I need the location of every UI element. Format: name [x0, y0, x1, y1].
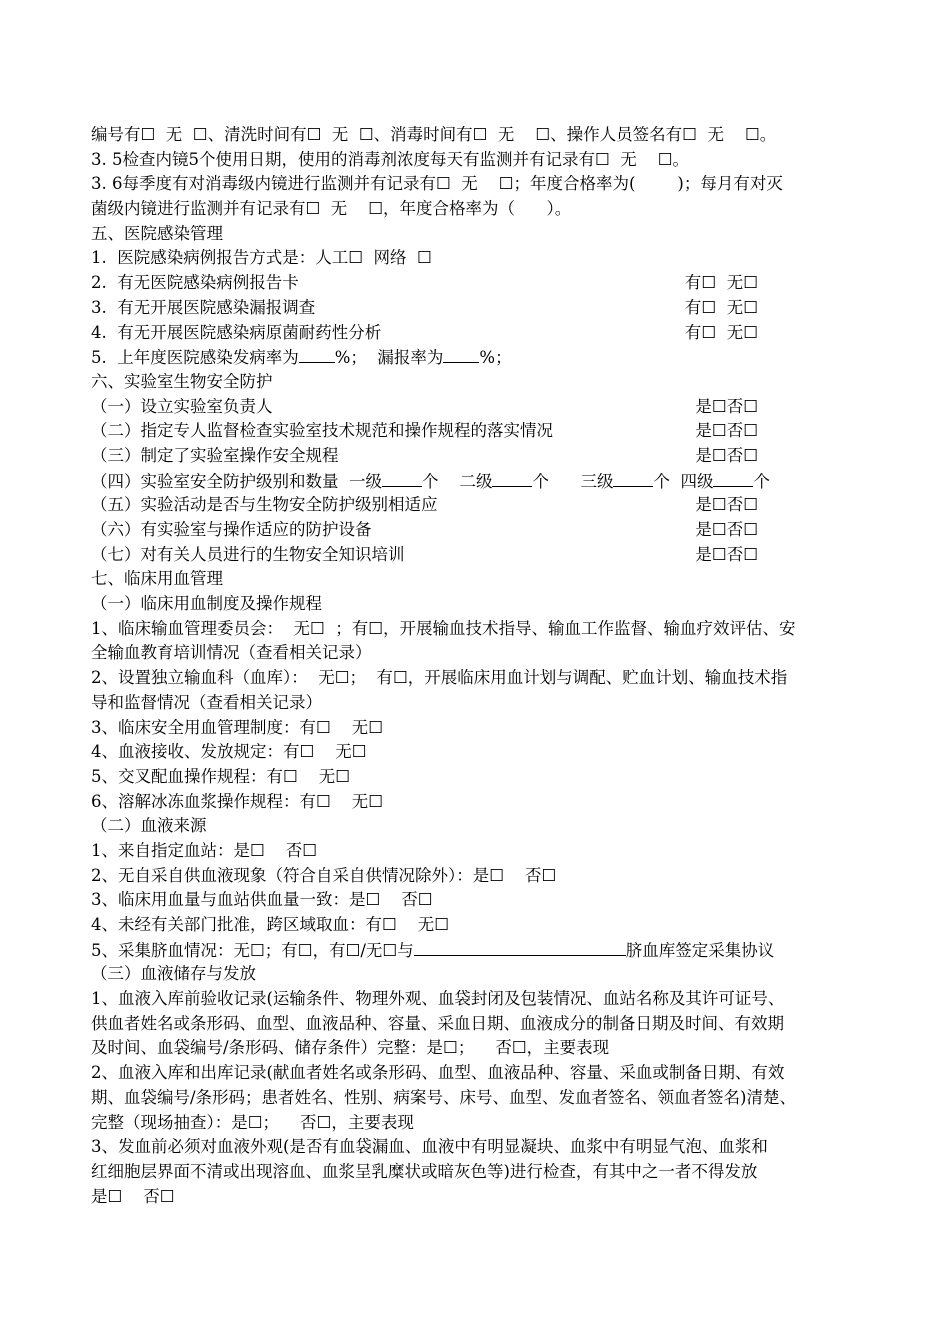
checklist-row [91, 271, 866, 296]
row-checkboxes: 是☐否☐ [695, 495, 758, 515]
text-line: 供血者姓名或条形码、血型、血液品种、容量、采血日期、血液成分的制备日期及时间、有效期 [91, 1013, 784, 1033]
text-line: 1、血液入库前验收记录(运输条件、物理外观、血袋封闭及包装情况、血站名称及其许可证号、 [91, 989, 785, 1009]
section-heading: 七、临床用血管理 [91, 569, 223, 589]
text-line: 红细胞层界面不清或出现溶血、血浆呈乳糜状或暗灰色等)进行检查，有其中之一者不得发放 [91, 1161, 758, 1181]
blank-field [713, 469, 753, 487]
cord-blood-line: 5、采集脐血情况：无☐；有☐，有☐/无☐与 脐血库签定采集协议 [91, 938, 866, 963]
subsection-heading: （三）血液储存与发放 [91, 964, 256, 984]
text-line: 3、临床用血量与血站供血量一致：是☐ 否☐ [91, 890, 433, 910]
row-label: （一）设立实验室负责人 [91, 396, 273, 416]
infection-rate-line: 5. 上年度医院感染发病率为 %； 漏报率为 %； [91, 345, 866, 370]
blank-field [443, 345, 479, 363]
text-line: 期、血袋编号/条形码；患者姓名、性别、病案号、床号、血型、发血者签名、领血者签名)清楚、 [91, 1087, 796, 1107]
text-line: 1. 医院感染病例报告方式是：人工☐ 网络 ☐ [91, 248, 432, 268]
row-label: （六）有实验室与操作适应的防护设备 [91, 520, 372, 539]
subsection-heading: （二）血液来源 [91, 816, 207, 836]
text-line: 3. 6每季度有对消毒级内镜进行监测并有记录有☐ 无 ☐；年度合格率为( )；每月有对灭 [91, 174, 783, 194]
text-line: 2、无自采自供血液现象（符合自采自供情况除外）：是☐ 否☐ [91, 865, 557, 885]
text-line: 2、设置独立输血科（血库）： 无☐； 有☐，开展临床用血计划与调配、贮血计划、输血技术指 [91, 668, 788, 688]
row-checkboxes: 是☐否☐ [695, 396, 758, 416]
checklist-row [91, 493, 866, 518]
blank-field [299, 345, 335, 363]
section-heading: 六、实验室生物安全防护 [91, 371, 273, 391]
row-label: 4. 有无开展医院感染病原菌耐药性分析 [91, 322, 382, 342]
text-line: 4、血液接收、发放规定：有☐ 无☐ [91, 742, 367, 762]
row-checkboxes: 有☐ 无☐ [684, 273, 758, 293]
row-label: （三）制定了实验室操作安全规程 [91, 445, 339, 465]
row-checkboxes: 有☐ 无☐ [684, 297, 758, 317]
text-line: 完整（现场抽查）：是☐； 否☐，主要表现 [91, 1112, 414, 1132]
text-line: 是☐ 否☐ [91, 1186, 175, 1206]
text-line: 全输血教育培训情况（查看相关记录） [91, 643, 372, 663]
text-line: 及时间、血袋编号/条形码、储存条件）完整：是☐； 否☐，主要表现 [91, 1038, 610, 1058]
text-line: 菌级内镜进行监测并有记录有☐ 无 ☐，年度合格率为（ ）。 [91, 199, 572, 219]
text-line: 1、临床输血管理委员会： 无☐ ；有☐，开展输血技术指导、输血工作监督、输血疗效评估、安 [91, 618, 796, 638]
document-body [91, 123, 866, 1209]
lab-levels-line: （四）实验室安全防护级别和数量 一级 个 二级 个 三级 个 四级 个 [91, 469, 866, 494]
row-label: 2. 有无医院感染病例报告卡 [91, 273, 299, 293]
text-line: 编号有☐ 无 ☐、清洗时间有☐ 无 ☐、消毒时间有☐ 无 ☐、操作人员签名有☐ 无 ☐。 [91, 125, 777, 144]
text-line: 6、溶解冰冻血浆操作规程：有☐ 无☐ [91, 791, 384, 811]
checklist-row [91, 518, 866, 543]
checklist-row [91, 321, 866, 346]
row-label: 3. 有无开展医院感染漏报调查 [91, 297, 316, 317]
blank-field [613, 469, 653, 487]
row-label: （二）指定专人监督检查实验室技术规范和操作规程的落实情况 [91, 421, 553, 441]
text-line: 2、血液入库和出库记录(献血者姓名或条形码、血型、血液品种、容量、采血或制备日期、有效 [91, 1063, 785, 1083]
row-label: （七）对有关人员进行的生物安全知识培训 [91, 544, 405, 564]
checklist-row [91, 419, 866, 444]
section-heading: 五、医院感染管理 [91, 223, 223, 243]
checklist-row [91, 543, 866, 568]
blank-field [414, 938, 626, 956]
blank-field [492, 469, 532, 487]
text-line: 3、临床安全用血管理制度：有☐ 无☐ [91, 717, 384, 737]
row-checkboxes: 有☐ 无☐ [684, 322, 758, 342]
row-checkboxes: 是☐否☐ [695, 520, 758, 539]
row-checkboxes: 是☐否☐ [695, 544, 758, 564]
row-checkboxes: 是☐否☐ [695, 445, 758, 465]
row-label: （五）实验活动是否与生物安全防护级别相适应 [91, 495, 438, 515]
text-line: 导和监督情况（查看相关记录） [91, 692, 322, 712]
checklist-row [91, 296, 866, 321]
text-line: 1、来自指定血站：是☐ 否☐ [91, 840, 318, 860]
text-line: 3、发血前必须对血液外观(是否有血袋漏血、血液中有明显凝块、血浆中有明显气泡、血浆和 [91, 1137, 768, 1157]
row-checkboxes: 是☐否☐ [695, 421, 758, 441]
blank-field [382, 469, 422, 487]
text-line: 5、交叉配血操作规程：有☐ 无☐ [91, 766, 351, 786]
text-line: 3. 5检查内镜5个使用日期，使用的消毒剂浓度每天有监测并有记录有☐ 无 ☐。 [91, 149, 690, 169]
checklist-row [91, 395, 866, 420]
text-line: 4、未经有关部门批准，跨区域取血：有☐ 无☐ [91, 915, 450, 934]
subsection-heading: （一）临床用血制度及操作规程 [91, 594, 322, 614]
checklist-row [91, 444, 866, 469]
